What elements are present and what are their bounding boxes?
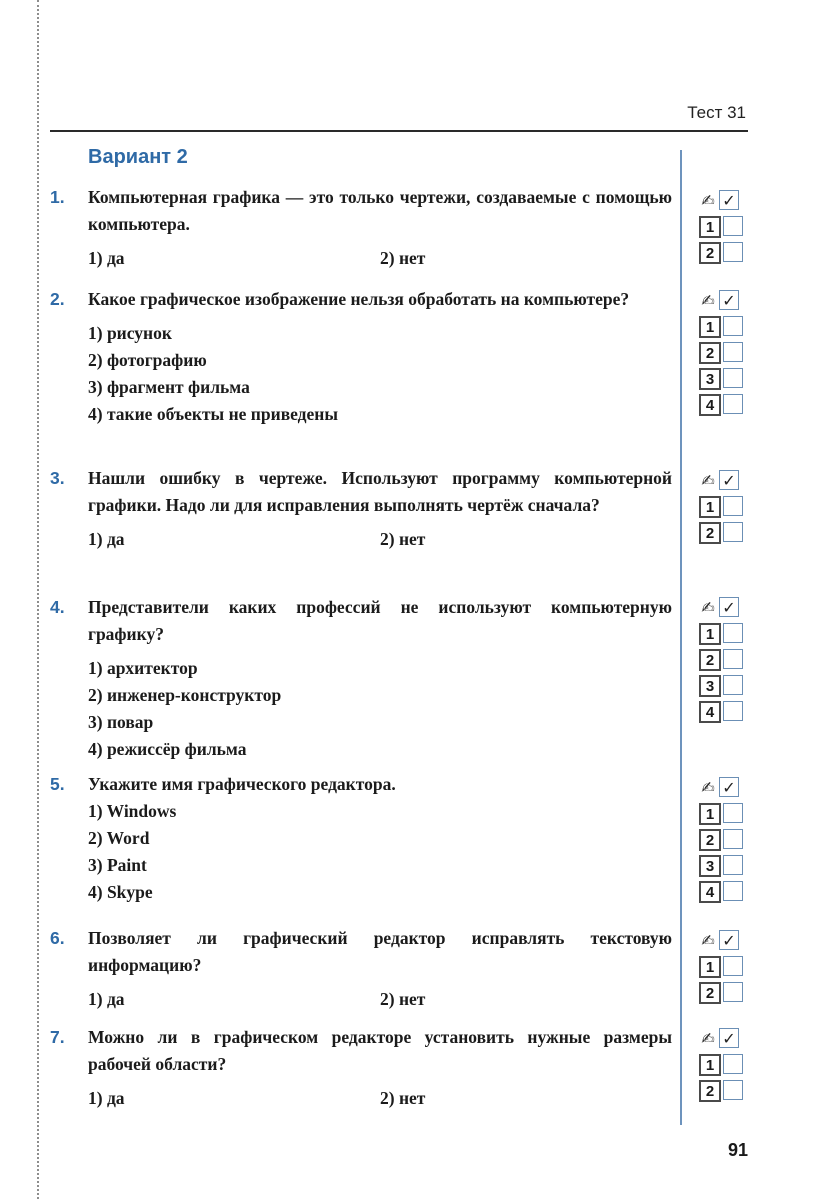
box-label: 2 [699,242,721,264]
answer-checkbox[interactable] [723,242,743,262]
answer-checkbox[interactable] [723,368,743,388]
box-label: 1 [699,623,721,645]
check-icon: ✓ [722,290,736,310]
question-text: Укажите имя графического редактора. [88,774,396,794]
answer-checkbox[interactable] [723,881,743,901]
question-text: Нашли ошибку в чертеже. Используют программу компьютерной графики. Надо ли для исправления выполнять чертёж сначала? [88,468,672,515]
question-1 [50,184,672,272]
answer-checkbox[interactable] [723,394,743,414]
question-number: 4. [50,597,65,617]
answer-checkbox[interactable] [723,216,743,236]
box-label: 3 [699,855,721,877]
option-2: 2) фотографию [88,350,207,370]
option-1: 1) архитектор [88,658,198,678]
answer-options [88,986,672,1013]
check-icon: ✓ [722,930,736,950]
check-icon: ✓ [722,597,736,617]
answer-checkbox[interactable] [723,675,743,695]
check-icon: ✓ [722,1028,736,1048]
pen-icon: ✍ [701,778,715,797]
question-number: 3. [50,468,65,488]
question-number: 5. [50,774,65,794]
box-label: 4 [699,701,721,723]
answer-options [88,1085,672,1112]
box-label: 4 [699,881,721,903]
answer-boxes-q7 [697,1028,749,1106]
check-cell[interactable] [719,597,739,617]
test-label: Тест 31 [687,103,746,122]
check-cell[interactable] [719,190,739,210]
box-label: 1 [699,496,721,518]
answer-options [88,655,672,763]
option-1: 1) да [88,248,125,268]
question-4 [50,594,672,763]
option-2: 2) нет [380,1088,426,1108]
answer-checkbox[interactable] [723,316,743,336]
header-rule [50,130,748,132]
answer-options [88,320,672,428]
answer-checkbox[interactable] [723,855,743,875]
answer-checkbox[interactable] [723,956,743,976]
box-label: 1 [699,1054,721,1076]
box-label: 1 [699,316,721,338]
box-label: 2 [699,342,721,364]
perforation-line [37,0,39,1199]
pen-icon: ✍ [701,291,715,310]
answer-column-divider [680,150,682,1125]
answer-checkbox[interactable] [723,803,743,823]
question-text: Компьютерная графика — это только чертежи, создаваемые с помощью компьютера. [88,187,672,234]
answer-boxes-q4 [697,597,749,727]
option-4: 4) такие объекты не приведены [88,404,339,424]
option-4: 4) Skype [88,882,153,902]
question-text: Позволяет ли графический редактор исправлять текстовую информацию? [88,928,672,975]
option-3: 3) Paint [88,855,147,875]
option-1: 1) да [88,529,125,549]
box-label: 1 [699,216,721,238]
option-2: 2) нет [380,248,426,268]
box-label: 3 [699,368,721,390]
page-number: 91 [727,1140,748,1160]
question-number: 7. [50,1027,65,1047]
answer-boxes-q3 [697,470,749,548]
pen-icon: ✍ [701,1029,715,1048]
option-4: 4) режиссёр фильма [88,739,247,759]
answer-options [88,798,672,906]
answer-checkbox[interactable] [723,496,743,516]
check-cell[interactable] [719,777,739,797]
question-number: 6. [50,928,65,948]
answer-boxes-q2 [697,290,749,420]
answer-boxes-q5 [697,777,749,907]
pen-icon: ✍ [701,931,715,950]
answer-checkbox[interactable] [723,522,743,542]
check-cell[interactable] [719,290,739,310]
option-3: 3) фрагмент фильма [88,377,250,397]
answer-checkbox[interactable] [723,829,743,849]
answer-checkbox[interactable] [723,701,743,721]
option-1: 1) Windows [88,801,177,821]
question-text: Можно ли в графическом редакторе установить нужные размеры рабочей области? [88,1027,672,1074]
answer-boxes-q1 [697,190,749,268]
question-6 [50,925,672,1013]
question-3 [50,465,672,553]
pen-icon: ✍ [701,598,715,617]
box-label: 4 [699,394,721,416]
option-2: 2) инженер-конструктор [88,685,282,705]
check-icon: ✓ [722,777,736,797]
question-text: Какое графическое изображение нельзя обработать на компьютере? [88,289,630,309]
check-cell[interactable] [719,930,739,950]
answer-options [88,526,672,553]
check-cell[interactable] [719,470,739,490]
option-1: 1) рисунок [88,323,172,343]
variant-title: Вариант 2 [88,146,188,168]
answer-options [88,245,672,272]
box-label: 2 [699,522,721,544]
check-icon: ✓ [722,190,736,210]
box-label: 1 [699,803,721,825]
box-label: 2 [699,1080,721,1102]
question-text: Представители каких профессий не используют компьютерную графику? [88,597,672,644]
box-label: 2 [699,649,721,671]
answer-checkbox[interactable] [723,649,743,669]
answer-checkbox[interactable] [723,623,743,643]
box-label: 2 [699,982,721,1004]
question-number: 1. [50,187,65,207]
box-label: 3 [699,675,721,697]
answer-checkbox[interactable] [723,342,743,362]
option-1: 1) да [88,1088,125,1108]
option-1: 1) да [88,989,125,1009]
question-2 [50,286,672,428]
box-label: 2 [699,829,721,851]
box-label: 1 [699,956,721,978]
option-2: 2) нет [380,529,426,549]
question-5 [50,771,672,906]
pen-icon: ✍ [701,191,715,210]
answer-checkbox[interactable] [723,982,743,1002]
pen-icon: ✍ [701,471,715,490]
option-2: 2) Word [88,828,150,848]
answer-boxes-q6 [697,930,749,1008]
check-cell[interactable] [719,1028,739,1048]
answer-checkbox[interactable] [723,1080,743,1100]
answer-checkbox[interactable] [723,1054,743,1074]
question-7 [50,1024,672,1112]
check-icon: ✓ [722,470,736,490]
option-3: 3) повар [88,712,154,732]
question-number: 2. [50,289,65,309]
option-2: 2) нет [380,989,426,1009]
